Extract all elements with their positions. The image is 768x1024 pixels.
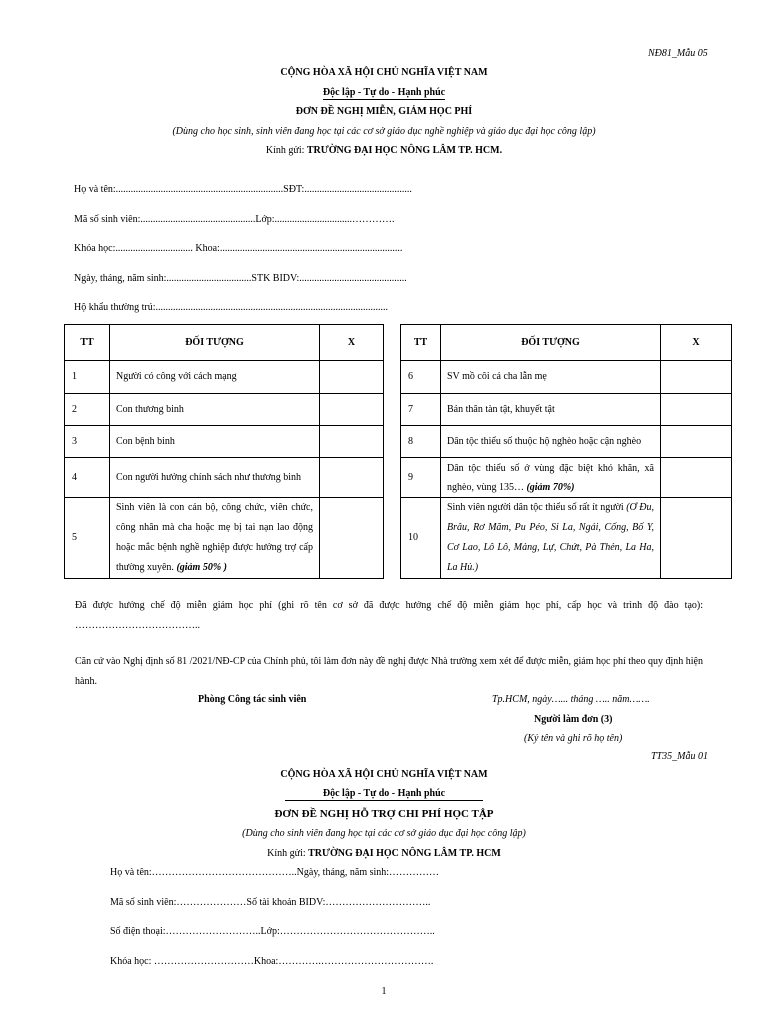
row-check-cell[interactable] — [320, 361, 384, 394]
form2-field-name-dob: Họ và tên:……………………………………..Ngày, tháng, năm sinh:…………… — [110, 867, 440, 878]
received-benefit-text: Đã được hưởng chế độ miễn giảm học phí (ghi rõ tên cơ sở đã được hưởng chế độ miễn giảm học phí, cấp học và trình độ đào tạo): ……………………………….. — [75, 600, 703, 631]
row-object-text: Dân tộc thiểu số ở vùng đặc biệt khó khăn, xã nghèo, vùng 135… — [447, 462, 654, 493]
motto-text: Độc lập - Tự do - Hạnh phúc — [322, 87, 446, 98]
row-object: Con thương binh — [110, 394, 320, 426]
form2-code: TT35_Mẫu 01 — [651, 751, 708, 762]
table-row — [401, 361, 732, 394]
row-check-cell[interactable] — [661, 426, 732, 458]
row-object: Người có công với cách mạng — [110, 361, 320, 394]
form2-country-name: CỘNG HÒA XÃ HỘI CHỦ NGHĨA VIỆT NAM — [280, 769, 488, 780]
form-title: ĐƠN ĐỀ NGHỊ MIỄN, GIẢM HỌC PHÍ — [295, 106, 473, 117]
form2-field-student-id-bank: Mã số sinh viên:…………………Số tài khoản BIDV:………………………….. — [110, 897, 431, 908]
row-number: 2 — [65, 394, 110, 426]
form-subtitle: (Dùng cho học sinh, sinh viên đang học tại các cơ sở giáo dục nghề nghiệp và giáo dục đại học công lập) — [172, 126, 596, 137]
legal-basis-text: Căn cứ vào Nghị định số 81 /2021/NĐ-CP của Chính phủ, tôi làm đơn này đề nghị được Nhà trường xem xét để được miễn, giảm học phí theo quy định hiện hành. — [75, 656, 703, 687]
header-tt: TT — [65, 325, 110, 361]
form2-field-phone-class: Số điện thoại:………………………..Lớp:……………………………………….. — [110, 926, 435, 937]
object-table-right — [400, 324, 732, 579]
form2-motto-text: Độc lập - Tự do - Hạnh phúc — [285, 788, 483, 801]
row-check-cell[interactable] — [320, 458, 384, 498]
row-number: 5 — [65, 498, 110, 579]
country-name: CỘNG HÒA XÃ HỘI CHỦ NGHĨA VIỆT NAM — [280, 67, 488, 78]
row-object: SV mồ côi cả cha lẫn mẹ — [441, 361, 661, 394]
addressee-label: Kính gửi: — [265, 145, 305, 156]
form2-motto — [0, 788, 768, 799]
row-number: 7 — [401, 394, 441, 426]
row-object — [441, 498, 661, 579]
row-check-cell[interactable] — [320, 426, 384, 458]
header-object: ĐỐI TƯỢNG — [441, 325, 661, 361]
field-course-faculty: Khóa học:............................... Khoa:......................................................................... — [74, 243, 403, 254]
table-row — [401, 458, 732, 498]
table-row — [65, 426, 384, 458]
row-object-text: Sinh viên người dân tộc thiểu số rất ít người — [447, 502, 624, 513]
row-object — [441, 458, 661, 498]
office-name: Phòng Công tác sinh viên — [198, 694, 307, 705]
row-object: Bản thân tàn tật, khuyết tật — [441, 394, 661, 426]
row-discount: (giảm 50% ) — [176, 562, 227, 573]
form2-addressee-line — [0, 848, 768, 859]
row-number: 6 — [401, 361, 441, 394]
row-ethnic-list: (Ơ Đu, Brâu, Rơ Măm, Pu Péo, Si La, Ngái, Cống, Bố Y, Cơ Lao, Lô Lô, Mảng, Lự, Chứt, Pà Thẻn, La Ha, La Hủ.) — [447, 502, 654, 573]
field-name-phone: Họ và tên:...................................................................SĐT:........................................... — [74, 184, 412, 195]
page-number: 1 — [381, 986, 387, 997]
header-x: X — [661, 325, 732, 361]
row-object: Con bệnh binh — [110, 426, 320, 458]
addressee-name: TRƯỜNG ĐẠI HỌC NÔNG LÂM TP. HCM. — [306, 145, 503, 156]
row-check-cell[interactable] — [661, 458, 732, 498]
table-row — [401, 426, 732, 458]
form-code: NĐ81_Mẫu 05 — [648, 48, 708, 59]
form2-title: ĐƠN ĐỀ NGHỊ HỖ TRỢ CHI PHÍ HỌC TẬP — [274, 808, 494, 820]
row-check-cell[interactable] — [661, 394, 732, 426]
row-check-cell[interactable] — [661, 361, 732, 394]
form2-addressee-name: TRƯỜNG ĐẠI HỌC NÔNG LÂM TP. HCM — [308, 848, 501, 859]
applicant-label: Người làm đơn (3) — [534, 714, 613, 725]
row-number: 4 — [65, 458, 110, 498]
field-student-id-class: Mã số sinh viên:..............................................Lớp:...............................…………. — [74, 214, 395, 225]
signature-note: (Ký tên và ghi rõ họ tên) — [524, 733, 623, 744]
table-row — [65, 361, 384, 394]
table-row — [65, 498, 384, 579]
motto — [0, 87, 768, 98]
table-row — [65, 394, 384, 426]
row-number: 1 — [65, 361, 110, 394]
row-check-cell[interactable] — [320, 498, 384, 579]
row-discount: (giảm 70%) — [526, 481, 575, 493]
row-object-text: Sinh viên là con cán bộ, công chức, viên chức, công nhân mà cha hoặc mẹ bị tai nạn lao động hoặc mắc bệnh nghề nghiệp được hưởng trợ cấp thường xuyên. — [116, 502, 313, 573]
form2-subtitle: (Dùng cho sinh viên đang học tại các cơ sở giáo dục đại học công lập) — [242, 828, 526, 839]
row-check-cell[interactable] — [320, 394, 384, 426]
row-number: 3 — [65, 426, 110, 458]
row-number: 9 — [401, 458, 441, 498]
table-row — [401, 394, 732, 426]
row-number: 8 — [401, 426, 441, 458]
row-object: Dân tộc thiểu số thuộc hộ nghèo hoặc cận nghèo — [441, 426, 661, 458]
header-object: ĐỐI TƯỢNG — [110, 325, 320, 361]
header-tt: TT — [401, 325, 441, 361]
row-check-cell[interactable] — [661, 498, 732, 579]
addressee-line — [0, 145, 768, 156]
row-number: 10 — [401, 498, 441, 579]
header-x: X — [320, 325, 384, 361]
form2-addressee-label: Kính gửi: — [267, 848, 306, 859]
row-object: Con người hưởng chính sách như thương binh — [110, 458, 320, 498]
object-table-left — [64, 324, 384, 579]
date-line: Tp.HCM, ngày…... tháng ….. năm……. — [492, 694, 650, 705]
table-row — [401, 498, 732, 579]
field-dob-bank: Ngày, tháng, năm sinh:..................................STK BIDV:........................................... — [74, 273, 407, 284]
row-object — [110, 498, 320, 579]
table-row — [65, 458, 384, 498]
form2-field-course-faculty: Khóa học: …………………………Khoa:………….……………………………. — [110, 956, 434, 967]
field-residence: Hộ khẩu thường trú:............................................................................................. — [74, 302, 389, 313]
